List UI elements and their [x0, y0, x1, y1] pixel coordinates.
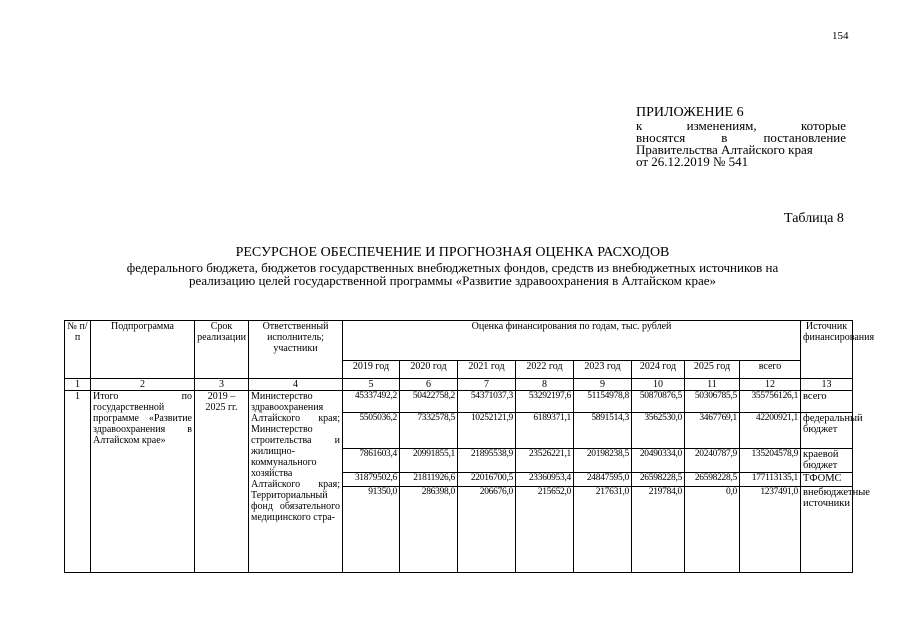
- funding-cell: 219784,0: [632, 487, 685, 573]
- funding-source: краевой бюджет: [801, 449, 853, 473]
- page-number: 154: [832, 30, 849, 42]
- funding-total: 177113135,1: [740, 473, 801, 487]
- subtitle-line: реализацию целей государственной программы «Развитие здравоохранения в Алтайском крае»: [188, 273, 716, 288]
- funding-cell: 22016700,5: [458, 473, 516, 487]
- column-number: 3: [195, 379, 249, 391]
- funding-cell: 91350,0: [343, 487, 400, 573]
- appendix-line: вносятся в постановление: [636, 130, 846, 145]
- header-year: 2020 год: [400, 361, 458, 379]
- funding-cell: 286398,0: [400, 487, 458, 573]
- header-executor: Ответственный исполнитель; участники: [249, 321, 343, 379]
- column-number: 4: [249, 379, 343, 391]
- funding-cell: 31879502,6: [343, 473, 400, 487]
- funding-cell: 206676,0: [458, 487, 516, 573]
- table-label: Таблица 8: [784, 211, 844, 226]
- funding-cell: 21811926,6: [400, 473, 458, 487]
- funding-cell: 10252121,9: [458, 413, 516, 449]
- column-number: 5: [343, 379, 400, 391]
- funding-cell: 3562530,0: [632, 413, 685, 449]
- row-executor: Министерство здравоохранения Алтайского края; Министерство строительства и жилищно-коммунального хозяйства Алтайского края; Территориальный фонд обязательного медицинского стра-: [249, 391, 343, 573]
- funding-cell: 7861603,4: [343, 449, 400, 473]
- funding-cell: 20490334,0: [632, 449, 685, 473]
- header-subprogram: Подпрограмма: [91, 321, 195, 379]
- funding-cell: 5505036,2: [343, 413, 400, 449]
- header-source: Источник финансирования: [801, 321, 853, 379]
- funding-cell: 26598228,5: [685, 473, 740, 487]
- funding-cell: 24847595,0: [574, 473, 632, 487]
- funding-cell: 21895538,9: [458, 449, 516, 473]
- appendix-line: к изменениям, которые: [636, 118, 846, 133]
- column-number: 2: [91, 379, 195, 391]
- funding-cell: 45337492,2: [343, 391, 400, 413]
- column-number: 7: [458, 379, 516, 391]
- appendix-line: от 26.12.2019 № 541: [636, 154, 749, 169]
- column-number: 13: [801, 379, 853, 391]
- header-year: 2019 год: [343, 361, 400, 379]
- column-number: 6: [400, 379, 458, 391]
- funding-total: 355756126,1: [740, 391, 801, 413]
- table-row: [65, 391, 853, 413]
- funding-cell: 54371037,3: [458, 391, 516, 413]
- funding-cell: 20240787,9: [685, 449, 740, 473]
- row-subprogram: Итого по государственной программе «Развитие здравоохранения в Алтайском крае»: [91, 391, 195, 573]
- column-number: 11: [685, 379, 740, 391]
- header-year: 2021 год: [458, 361, 516, 379]
- funding-source: ТФОМС: [801, 473, 853, 487]
- column-number: 8: [516, 379, 574, 391]
- column-number: 1: [65, 379, 91, 391]
- funding-cell: 50422758,2: [400, 391, 458, 413]
- funding-cell: 5891514,3: [574, 413, 632, 449]
- funding-cell: 23526221,1: [516, 449, 574, 473]
- funding-cell: 3467769,1: [685, 413, 740, 449]
- header-funding: Оценка финансирования по годам, тыс. рублей: [343, 321, 801, 361]
- funding-cell: 50306785,5: [685, 391, 740, 413]
- appendix-title: ПРИЛОЖЕНИЕ 6: [636, 105, 744, 120]
- header-num: № п/п: [65, 321, 91, 379]
- funding-cell: 20198238,5: [574, 449, 632, 473]
- header-year: 2022 год: [516, 361, 574, 379]
- header-year: 2023 год: [574, 361, 632, 379]
- funding-total: 1237491,0: [740, 487, 801, 573]
- document-subtitle: [60, 261, 845, 287]
- funding-cell: 6189371,1: [516, 413, 574, 449]
- header-year-total: всего: [740, 361, 801, 379]
- funding-cell: 0,0: [685, 487, 740, 573]
- funding-cell: 215652,0: [516, 487, 574, 573]
- funding-source: внебюджетные источники: [801, 487, 853, 573]
- header-term: Срок реализации: [195, 321, 249, 379]
- column-number: 10: [632, 379, 685, 391]
- funding-cell: 20991855,1: [400, 449, 458, 473]
- funding-cell: 51154978,8: [574, 391, 632, 413]
- column-number: 12: [740, 379, 801, 391]
- appendix-line: Правительства Алтайского края: [636, 142, 813, 157]
- funding-total: 135204578,9: [740, 449, 801, 473]
- funding-source: всего: [801, 391, 853, 413]
- row-number: 1: [65, 391, 91, 573]
- funding-total: 42200921,1: [740, 413, 801, 449]
- document-title: РЕСУРСНОЕ ОБЕСПЕЧЕНИЕ И ПРОГНОЗНАЯ ОЦЕНКА РАСХОДОВ: [235, 245, 670, 260]
- funding-cell: 217631,0: [574, 487, 632, 573]
- header-year: 2024 год: [632, 361, 685, 379]
- header-year: 2025 год: [685, 361, 740, 379]
- funding-cell: 26598228,5: [632, 473, 685, 487]
- funding-source: федеральный бюджет: [801, 413, 853, 449]
- appendix-block: [636, 106, 846, 168]
- row-term: 2019 – 2025 гг.: [195, 391, 249, 573]
- resource-table: [64, 320, 875, 573]
- funding-cell: 53292197,6: [516, 391, 574, 413]
- column-number: 9: [574, 379, 632, 391]
- funding-cell: 23360953,4: [516, 473, 574, 487]
- funding-cell: 50870876,5: [632, 391, 685, 413]
- funding-cell: 7332578,5: [400, 413, 458, 449]
- subtitle-line: федерального бюджета, бюджетов государственных внебюджетных фондов, средств из внебюджетных источников на: [126, 260, 779, 275]
